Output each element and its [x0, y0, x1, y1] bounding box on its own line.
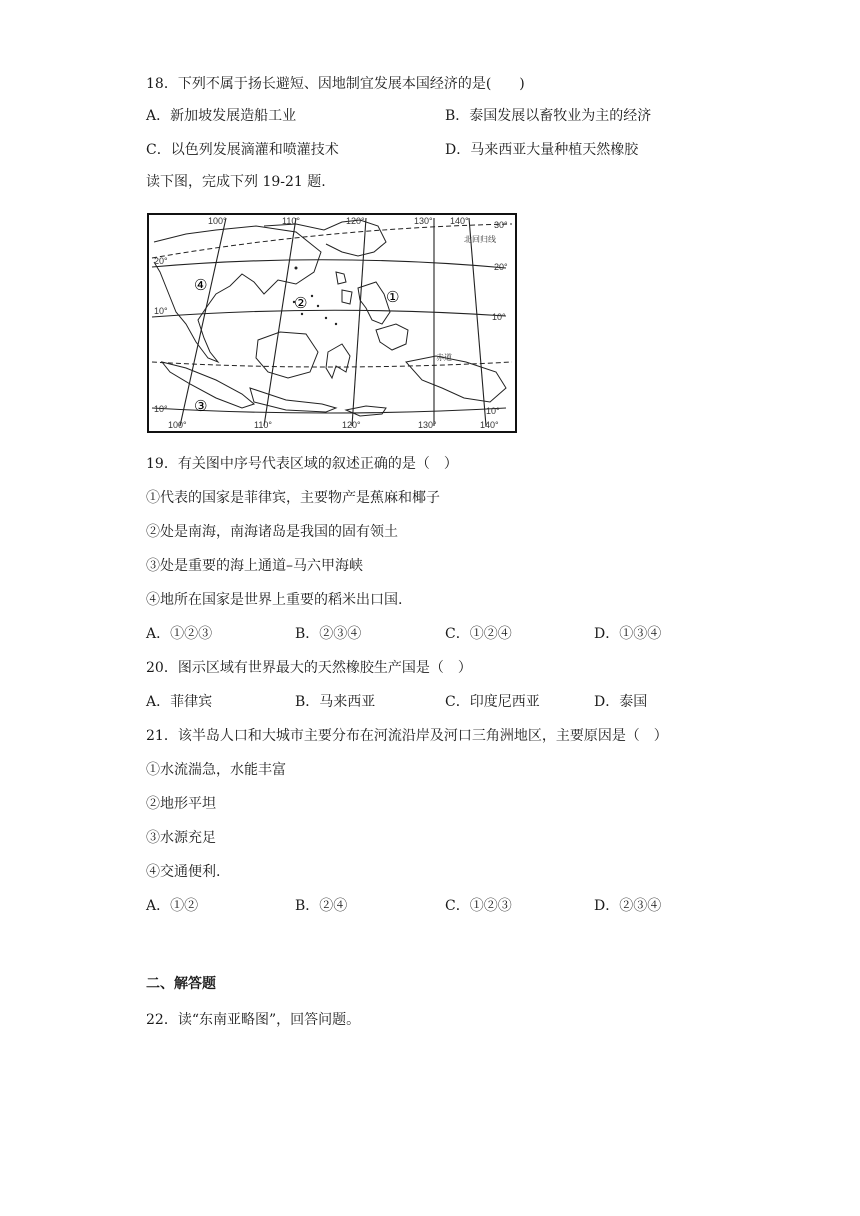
lon-top-100: 100°: [208, 216, 227, 226]
lat-left-10s: 10°: [154, 404, 168, 414]
q21-option-d: D．②③④: [594, 898, 662, 914]
marker-1: ①: [386, 288, 400, 306]
lat-right-10n: 10°: [492, 312, 506, 322]
section-title: 二、解答题: [146, 976, 216, 992]
q19-option-b: B．②③④: [295, 626, 362, 642]
tropic-label: 北回归线: [464, 235, 496, 244]
q21-option-c: C．①②③: [445, 898, 512, 914]
lon-bottom-130: 130°: [418, 420, 437, 430]
q18-option-d: D．马来西亚大量种植天然橡胶: [445, 142, 639, 158]
marker-3: ③: [194, 397, 208, 415]
q19-option-a: A．①②③: [146, 626, 213, 642]
lon-top-110: 110°: [282, 216, 300, 226]
lon-bottom-140: 140°: [480, 420, 499, 430]
lon-bottom-100: 100°: [168, 420, 187, 430]
lon-top-140: 140°: [450, 216, 469, 226]
q21-option-b: B．②④: [295, 898, 348, 914]
q20-option-b: B．马来西亚: [295, 694, 376, 710]
lon-top-130: 130°: [414, 216, 433, 226]
q21-statement-2: ②地形平坦: [146, 796, 216, 812]
q18-option-b: B．泰国发展以畜牧业为主的经济: [445, 108, 652, 124]
lat-right-10s: 10°: [486, 406, 500, 416]
q18-stem: 18．下列不属于扬长避短、因地制宜发展本国经济的是( ): [146, 76, 525, 92]
lon-bottom-110: 110°: [254, 420, 272, 430]
q20-stem: 20．图示区域有世界最大的天然橡胶生产国是（ ）: [146, 660, 472, 676]
q20-option-a: A．菲律宾: [146, 694, 213, 710]
map-intro: 读下图，完成下列 19-21 题.: [146, 174, 326, 190]
marker-4: ④: [194, 276, 208, 294]
q21-statement-1: ①水流湍急，水能丰富: [146, 762, 286, 778]
q19-statement-2: ②处是南海，南海诸岛是我国的固有领土: [146, 524, 398, 540]
lat-right-30: 30°: [494, 220, 508, 230]
lat-left-10n: 10°: [154, 306, 168, 316]
q19-statement-1: ①代表的国家是菲律宾，主要物产是蕉麻和椰子: [146, 490, 440, 506]
q20-option-d: D．泰国: [594, 694, 648, 710]
q22-stem: 22．读“东南亚略图”，回答问题。: [146, 1012, 361, 1028]
q19-statement-3: ③处是重要的海上通道–马六甲海峡: [146, 558, 363, 574]
q18-option-c: C．以色列发展滴灌和喷灌技术: [146, 142, 339, 158]
q19-option-d: D．①③④: [594, 626, 662, 642]
q21-stem: 21．该半岛人口和大城市主要分布在河流沿岸及河口三角洲地区，主要原因是（ ）: [146, 728, 668, 744]
q20-option-c: C．印度尼西亚: [445, 694, 540, 710]
q19-statement-4: ④地所在国家是世界上重要的稻米出口国.: [146, 592, 403, 608]
q21-option-a: A．①②: [146, 898, 199, 914]
q19-option-c: C．①②④: [445, 626, 512, 642]
q18-option-a: A．新加坡发展造船工业: [146, 108, 297, 124]
southeast-asia-map: [146, 212, 518, 434]
lat-left-20: 20°: [154, 256, 168, 266]
q19-stem: 19．有关图中序号代表区域的叙述正确的是（ ）: [146, 456, 458, 472]
equator-label: 赤道: [436, 353, 452, 362]
lat-right-20: 20°: [494, 262, 508, 272]
lon-bottom-120: 120°: [342, 420, 361, 430]
q21-statement-3: ③水源充足: [146, 830, 216, 846]
q21-statement-4: ④交通便利.: [146, 864, 221, 880]
marker-2: ②: [294, 294, 308, 312]
lon-top-120: 120°: [346, 216, 365, 226]
